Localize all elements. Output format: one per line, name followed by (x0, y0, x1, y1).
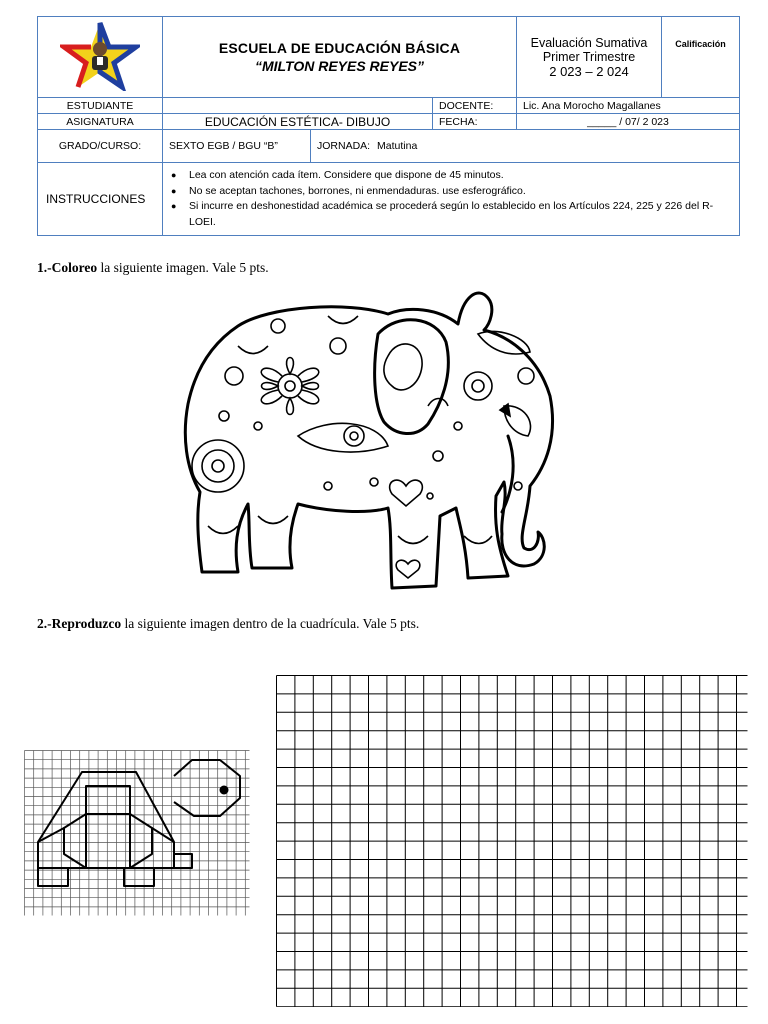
date-label: FECHA: (433, 114, 517, 130)
question-1-text: la siguiente imagen. Vale 5 pts. (97, 260, 269, 275)
evaluation-year: 2 023 – 2 024 (549, 63, 629, 79)
student-field[interactable] (163, 98, 433, 114)
shift-cell (311, 130, 740, 163)
instructions-label: INSTRUCCIONES (38, 163, 163, 236)
instructions-cell (163, 163, 740, 236)
evaluation-cell (517, 17, 662, 98)
question-2-number: 2.-Reproduzco (37, 616, 122, 631)
school-name: ESCUELA DE EDUCACIÓN BÁSICA (218, 40, 461, 56)
date-field[interactable]: _____ / 07/ 2 023 (517, 114, 740, 130)
instruction-item: ● No se aceptan tachones, borrones, ni enmendaduras. use esferográfico. (171, 184, 735, 200)
header-table (37, 16, 740, 236)
subject-label: ASIGNATURA (38, 114, 163, 130)
instruction-item: ● Lea con atención cada ítem. Considere que dispone de 45 minutos. (171, 168, 735, 184)
shift-value: Matutina (377, 140, 418, 152)
evaluation-title: Evaluación Sumativa (530, 35, 648, 50)
turtle-reference-grid (24, 750, 250, 916)
shift-label: JORNADA: (317, 140, 371, 152)
school-name-cell (163, 17, 517, 98)
instruction-item: ● Si incurre en deshonestidad académica se procederá según lo establecido en los Artículos 224, 225 y 226 del R-LOEI. (171, 199, 735, 230)
question-1 (37, 260, 269, 276)
bullet-icon: ● (171, 170, 177, 180)
mandala-elephant-illustration[interactable] (178, 286, 578, 596)
instructions-list (163, 168, 739, 230)
student-label: ESTUDIANTE (38, 98, 163, 114)
question-1-number: 1.-Coloreo (37, 260, 98, 275)
evaluation-term: Primer Trimestre (542, 49, 636, 64)
teacher-label: DOCENTE: (433, 98, 517, 114)
question-2-text: la siguiente imagen dentro de la cuadrícula. Vale 5 pts. (121, 616, 420, 631)
school-subname: “MILTON REYES REYES” (254, 58, 425, 74)
grade-course-value: SEXTO EGB / BGU “B” (163, 130, 311, 163)
drawing-grid[interactable] (276, 675, 748, 1007)
grade-course-label: GRADO/CURSO: (38, 130, 163, 163)
star-logo-icon (60, 19, 140, 91)
grade-label: Calificación (675, 39, 726, 49)
bullet-icon: ● (171, 185, 177, 196)
question-2 (37, 616, 419, 632)
logo-cell (38, 17, 163, 98)
bullet-icon: ● (171, 201, 177, 211)
teacher-value: Lic. Ana Morocho Magallanes (517, 98, 740, 114)
grade-cell[interactable] (662, 17, 740, 98)
subject-value: EDUCACIÓN ESTÉTICA- DIBUJO (163, 114, 433, 130)
